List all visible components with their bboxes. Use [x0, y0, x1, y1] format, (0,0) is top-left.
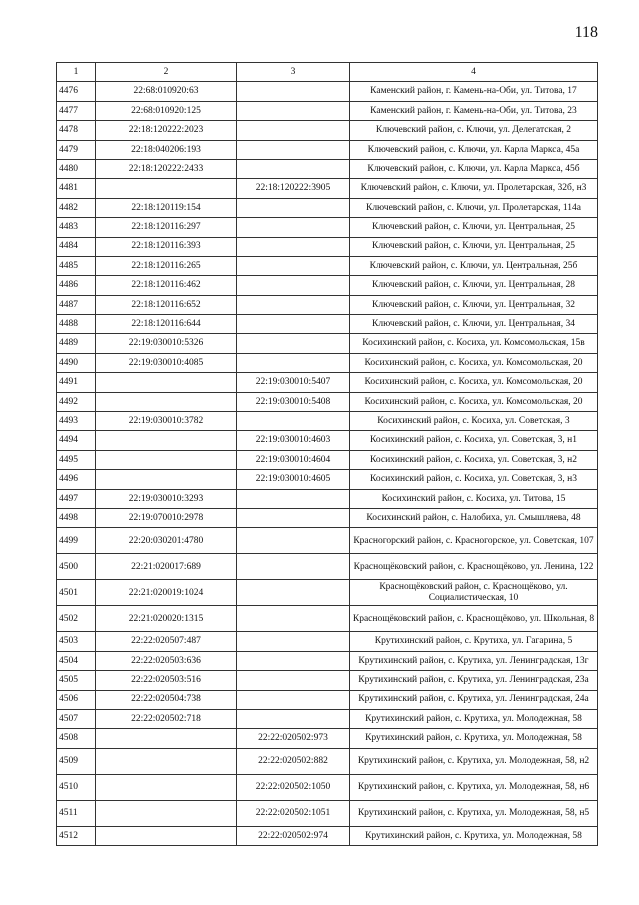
table-row	[57, 276, 598, 295]
address-cell: Крутихинский район, с. Крутиха, ул. Молодежная, 58	[350, 729, 598, 748]
address-cell: Каменский район, г. Камень-на-Оби, ул. Титова, 23	[350, 101, 598, 120]
row-number-cell: 4491	[57, 373, 96, 392]
table-row	[57, 826, 598, 845]
registry-table-body	[57, 63, 598, 846]
cadastral-number-cell: 22:19:030010:4085	[96, 353, 237, 372]
cadastral-number-cell	[96, 748, 237, 774]
table-row	[57, 690, 598, 709]
address-cell: Ключевский район, с. Ключи, ул. Центральная, 32	[350, 295, 598, 314]
address-cell: Косихинский район, с. Косиха, ул. Комсомольская, 20	[350, 353, 598, 372]
page-number: 118	[574, 24, 598, 41]
row-number-cell: 4499	[57, 528, 96, 554]
cadastral-number-cell: 22:68:010920:63	[96, 82, 237, 101]
address-cell: Ключевский район, с. Ключи, ул. Пролетарская, 114а	[350, 198, 598, 217]
premises-cadastral-cell: 22:22:020502:1051	[237, 800, 350, 826]
address-cell: Косихинский район, с. Косиха, ул. Комсомольская, 15в	[350, 334, 598, 353]
table-row	[57, 353, 598, 372]
row-number-cell: 4488	[57, 315, 96, 334]
cadastral-number-cell: 22:18:120119:154	[96, 198, 237, 217]
premises-cadastral-cell	[237, 198, 350, 217]
premises-cadastral-cell	[237, 508, 350, 527]
row-number-cell: 4509	[57, 748, 96, 774]
cadastral-number-cell: 22:18:120116:652	[96, 295, 237, 314]
row-number-cell: 4479	[57, 140, 96, 159]
row-number-cell: 4477	[57, 101, 96, 120]
premises-cadastral-cell	[237, 554, 350, 580]
row-number-cell: 4502	[57, 606, 96, 632]
premises-cadastral-cell: 22:22:020502:973	[237, 729, 350, 748]
premises-cadastral-cell	[237, 489, 350, 508]
row-number-cell: 4487	[57, 295, 96, 314]
row-number-cell: 4501	[57, 580, 96, 606]
cadastral-number-cell: 22:21:020020:1315	[96, 606, 237, 632]
row-number-cell: 4493	[57, 412, 96, 431]
cadastral-number-cell: 22:18:120116:393	[96, 237, 237, 256]
table-row	[57, 508, 598, 527]
premises-cadastral-cell: 22:18:120222:3905	[237, 179, 350, 198]
row-number-cell: 4507	[57, 709, 96, 728]
table-row	[57, 489, 598, 508]
row-number-cell: 4495	[57, 450, 96, 469]
cadastral-number-cell	[96, 729, 237, 748]
premises-cadastral-cell	[237, 218, 350, 237]
address-cell: Косихинский район, с. Косиха, ул. Титова, 15	[350, 489, 598, 508]
premises-cadastral-cell	[237, 276, 350, 295]
table-row	[57, 729, 598, 748]
table-row	[57, 774, 598, 800]
row-number-cell: 4506	[57, 690, 96, 709]
table-row	[57, 554, 598, 580]
address-cell: Косихинский район, с. Косиха, ул. Советская, 3, н2	[350, 450, 598, 469]
table-row	[57, 140, 598, 159]
table-row	[57, 671, 598, 690]
premises-cadastral-cell	[237, 140, 350, 159]
cadastral-number-cell: 22:19:070010:2978	[96, 508, 237, 527]
cadastral-number-cell: 22:18:040206:193	[96, 140, 237, 159]
row-number-cell: 4476	[57, 82, 96, 101]
cadastral-number-cell: 22:22:020503:636	[96, 651, 237, 670]
table-row	[57, 256, 598, 275]
cadastral-number-cell	[96, 800, 237, 826]
premises-cadastral-cell	[237, 101, 350, 120]
address-cell: Крутихинский район, с. Крутиха, ул. Ленинградская, 13г	[350, 651, 598, 670]
table-row	[57, 580, 598, 606]
table-row	[57, 315, 598, 334]
row-number-cell: 4492	[57, 392, 96, 411]
address-cell: Косихинский район, с. Косиха, ул. Советская, 3, н3	[350, 470, 598, 489]
table-row	[57, 179, 598, 198]
table-row	[57, 237, 598, 256]
premises-cadastral-cell	[237, 159, 350, 178]
premises-cadastral-cell: 22:19:030010:5407	[237, 373, 350, 392]
cadastral-number-cell: 22:18:120116:265	[96, 256, 237, 275]
address-cell: Красногорский район, с. Красногорское, ул. Советская, 107	[350, 528, 598, 554]
cadastral-number-cell: 22:18:120116:644	[96, 315, 237, 334]
cadastral-number-cell: 22:19:030010:3293	[96, 489, 237, 508]
table-row	[57, 800, 598, 826]
row-number-cell: 4504	[57, 651, 96, 670]
cadastral-number-cell	[96, 392, 237, 411]
table-row	[57, 470, 598, 489]
premises-cadastral-cell	[237, 632, 350, 651]
cadastral-number-cell: 22:22:020504:738	[96, 690, 237, 709]
cadastral-number-cell: 22:22:020503:516	[96, 671, 237, 690]
row-number-cell: 4489	[57, 334, 96, 353]
premises-cadastral-cell	[237, 690, 350, 709]
cadastral-number-cell: 22:68:010920:125	[96, 101, 237, 120]
premises-cadastral-cell	[237, 237, 350, 256]
header-cell-col4: 4	[350, 63, 598, 82]
header-cell-col2: 2	[96, 63, 237, 82]
address-cell: Ключевский район, с. Ключи, ул. Пролетарская, 32б, н3	[350, 179, 598, 198]
table-row	[57, 431, 598, 450]
cadastral-number-cell: 22:19:030010:5326	[96, 334, 237, 353]
cadastral-number-cell: 22:22:020507:487	[96, 632, 237, 651]
address-cell: Крутихинский район, с. Крутиха, ул. Молодежная, 58, н5	[350, 800, 598, 826]
premises-cadastral-cell	[237, 353, 350, 372]
table-row	[57, 334, 598, 353]
row-number-cell: 4484	[57, 237, 96, 256]
cadastral-number-cell	[96, 179, 237, 198]
table-row	[57, 121, 598, 140]
row-number-cell: 4498	[57, 508, 96, 527]
table-row	[57, 159, 598, 178]
table-row	[57, 295, 598, 314]
address-cell: Ключевский район, с. Ключи, ул. Центральная, 28	[350, 276, 598, 295]
address-cell: Ключевский район, с. Ключи, ул. Карла Маркса, 45б	[350, 159, 598, 178]
row-number-cell: 4512	[57, 826, 96, 845]
premises-cadastral-cell: 22:22:020502:882	[237, 748, 350, 774]
premises-cadastral-cell	[237, 315, 350, 334]
cadastral-number-cell: 22:19:030010:3782	[96, 412, 237, 431]
address-cell: Крутихинский район, с. Крутиха, ул. Гагарина, 5	[350, 632, 598, 651]
address-cell: Крутихинский район, с. Крутиха, ул. Молодежная, 58	[350, 709, 598, 728]
table-header-row	[57, 63, 598, 82]
premises-cadastral-cell: 22:19:030010:4603	[237, 431, 350, 450]
premises-cadastral-cell: 22:19:030010:4604	[237, 450, 350, 469]
table-row	[57, 373, 598, 392]
address-cell: Крутихинский район, с. Крутиха, ул. Ленинградская, 24а	[350, 690, 598, 709]
cadastral-number-cell: 22:18:120222:2433	[96, 159, 237, 178]
cadastral-number-cell: 22:22:020502:718	[96, 709, 237, 728]
cadastral-number-cell	[96, 826, 237, 845]
cadastral-number-cell: 22:18:120116:297	[96, 218, 237, 237]
premises-cadastral-cell	[237, 528, 350, 554]
premises-cadastral-cell	[237, 671, 350, 690]
address-cell: Косихинский район, с. Косиха, ул. Советская, 3	[350, 412, 598, 431]
address-cell: Косихинский район, с. Косиха, ул. Комсомольская, 20	[350, 373, 598, 392]
address-cell: Косихинский район, с. Косиха, ул. Комсомольская, 20	[350, 392, 598, 411]
table-row	[57, 392, 598, 411]
premises-cadastral-cell	[237, 709, 350, 728]
table-row	[57, 198, 598, 217]
table-row	[57, 218, 598, 237]
row-number-cell: 4485	[57, 256, 96, 275]
address-cell: Каменский район, г. Камень-на-Оби, ул. Титова, 17	[350, 82, 598, 101]
row-number-cell: 4478	[57, 121, 96, 140]
row-number-cell: 4497	[57, 489, 96, 508]
cadastral-number-cell	[96, 431, 237, 450]
address-cell: Краснощёковский район, с. Краснощёково, ул. Социалистическая, 10	[350, 580, 598, 606]
table-row	[57, 632, 598, 651]
premises-cadastral-cell	[237, 121, 350, 140]
address-cell: Крутихинский район, с. Крутиха, ул. Молодежная, 58, н6	[350, 774, 598, 800]
cadastral-number-cell	[96, 373, 237, 392]
header-cell-col1: 1	[57, 63, 96, 82]
premises-cadastral-cell	[237, 651, 350, 670]
row-number-cell: 4482	[57, 198, 96, 217]
row-number-cell: 4490	[57, 353, 96, 372]
address-cell: Крутихинский район, с. Крутиха, ул. Молодежная, 58	[350, 826, 598, 845]
premises-cadastral-cell	[237, 412, 350, 431]
premises-cadastral-cell: 22:22:020502:1050	[237, 774, 350, 800]
table-row	[57, 709, 598, 728]
cadastral-number-cell: 22:21:020019:1024	[96, 580, 237, 606]
premises-cadastral-cell: 22:19:030010:4605	[237, 470, 350, 489]
cadastral-number-cell: 22:21:020017:689	[96, 554, 237, 580]
table-row	[57, 82, 598, 101]
cadastral-number-cell: 22:20:030201:4780	[96, 528, 237, 554]
row-number-cell: 4505	[57, 671, 96, 690]
table-row	[57, 606, 598, 632]
premises-cadastral-cell: 22:19:030010:5408	[237, 392, 350, 411]
row-number-cell: 4503	[57, 632, 96, 651]
address-cell: Крутихинский район, с. Крутиха, ул. Молодежная, 58, н2	[350, 748, 598, 774]
table-row	[57, 412, 598, 431]
row-number-cell: 4500	[57, 554, 96, 580]
table-row	[57, 748, 598, 774]
cadastral-number-cell	[96, 774, 237, 800]
premises-cadastral-cell: 22:22:020502:974	[237, 826, 350, 845]
table-row	[57, 528, 598, 554]
row-number-cell: 4483	[57, 218, 96, 237]
row-number-cell: 4494	[57, 431, 96, 450]
cadastral-number-cell: 22:18:120116:462	[96, 276, 237, 295]
cadastral-number-cell	[96, 470, 237, 489]
address-cell: Ключевский район, с. Ключи, ул. Центральная, 25б	[350, 256, 598, 275]
address-cell: Ключевский район, с. Ключи, ул. Центральная, 25	[350, 218, 598, 237]
address-cell: Краснощёковский район, с. Краснощёково, ул. Школьная, 8	[350, 606, 598, 632]
address-cell: Крутихинский район, с. Крутиха, ул. Ленинградская, 23а	[350, 671, 598, 690]
cadastral-number-cell: 22:18:120222:2023	[96, 121, 237, 140]
premises-cadastral-cell	[237, 82, 350, 101]
address-cell: Ключевский район, с. Ключи, ул. Карла Маркса, 45а	[350, 140, 598, 159]
premises-cadastral-cell	[237, 295, 350, 314]
row-number-cell: 4510	[57, 774, 96, 800]
header-cell-col3: 3	[237, 63, 350, 82]
cadastral-number-cell	[96, 450, 237, 469]
row-number-cell: 4508	[57, 729, 96, 748]
premises-cadastral-cell	[237, 334, 350, 353]
table-row	[57, 101, 598, 120]
row-number-cell: 4486	[57, 276, 96, 295]
address-cell: Ключевский район, с. Ключи, ул. Делегатская, 2	[350, 121, 598, 140]
address-cell: Ключевский район, с. Ключи, ул. Центральная, 34	[350, 315, 598, 334]
row-number-cell: 4496	[57, 470, 96, 489]
row-number-cell: 4511	[57, 800, 96, 826]
address-cell: Косихинский район, с. Косиха, ул. Советская, 3, н1	[350, 431, 598, 450]
row-number-cell: 4481	[57, 179, 96, 198]
table-row	[57, 450, 598, 469]
premises-cadastral-cell	[237, 606, 350, 632]
address-cell: Косихинский район, с. Налобиха, ул. Смышляева, 48	[350, 508, 598, 527]
table-row	[57, 651, 598, 670]
premises-cadastral-cell	[237, 256, 350, 275]
registry-table	[56, 62, 598, 846]
row-number-cell: 4480	[57, 159, 96, 178]
address-cell: Краснощёковский район, с. Краснощёково, ул. Ленина, 122	[350, 554, 598, 580]
address-cell: Ключевский район, с. Ключи, ул. Центральная, 25	[350, 237, 598, 256]
premises-cadastral-cell	[237, 580, 350, 606]
